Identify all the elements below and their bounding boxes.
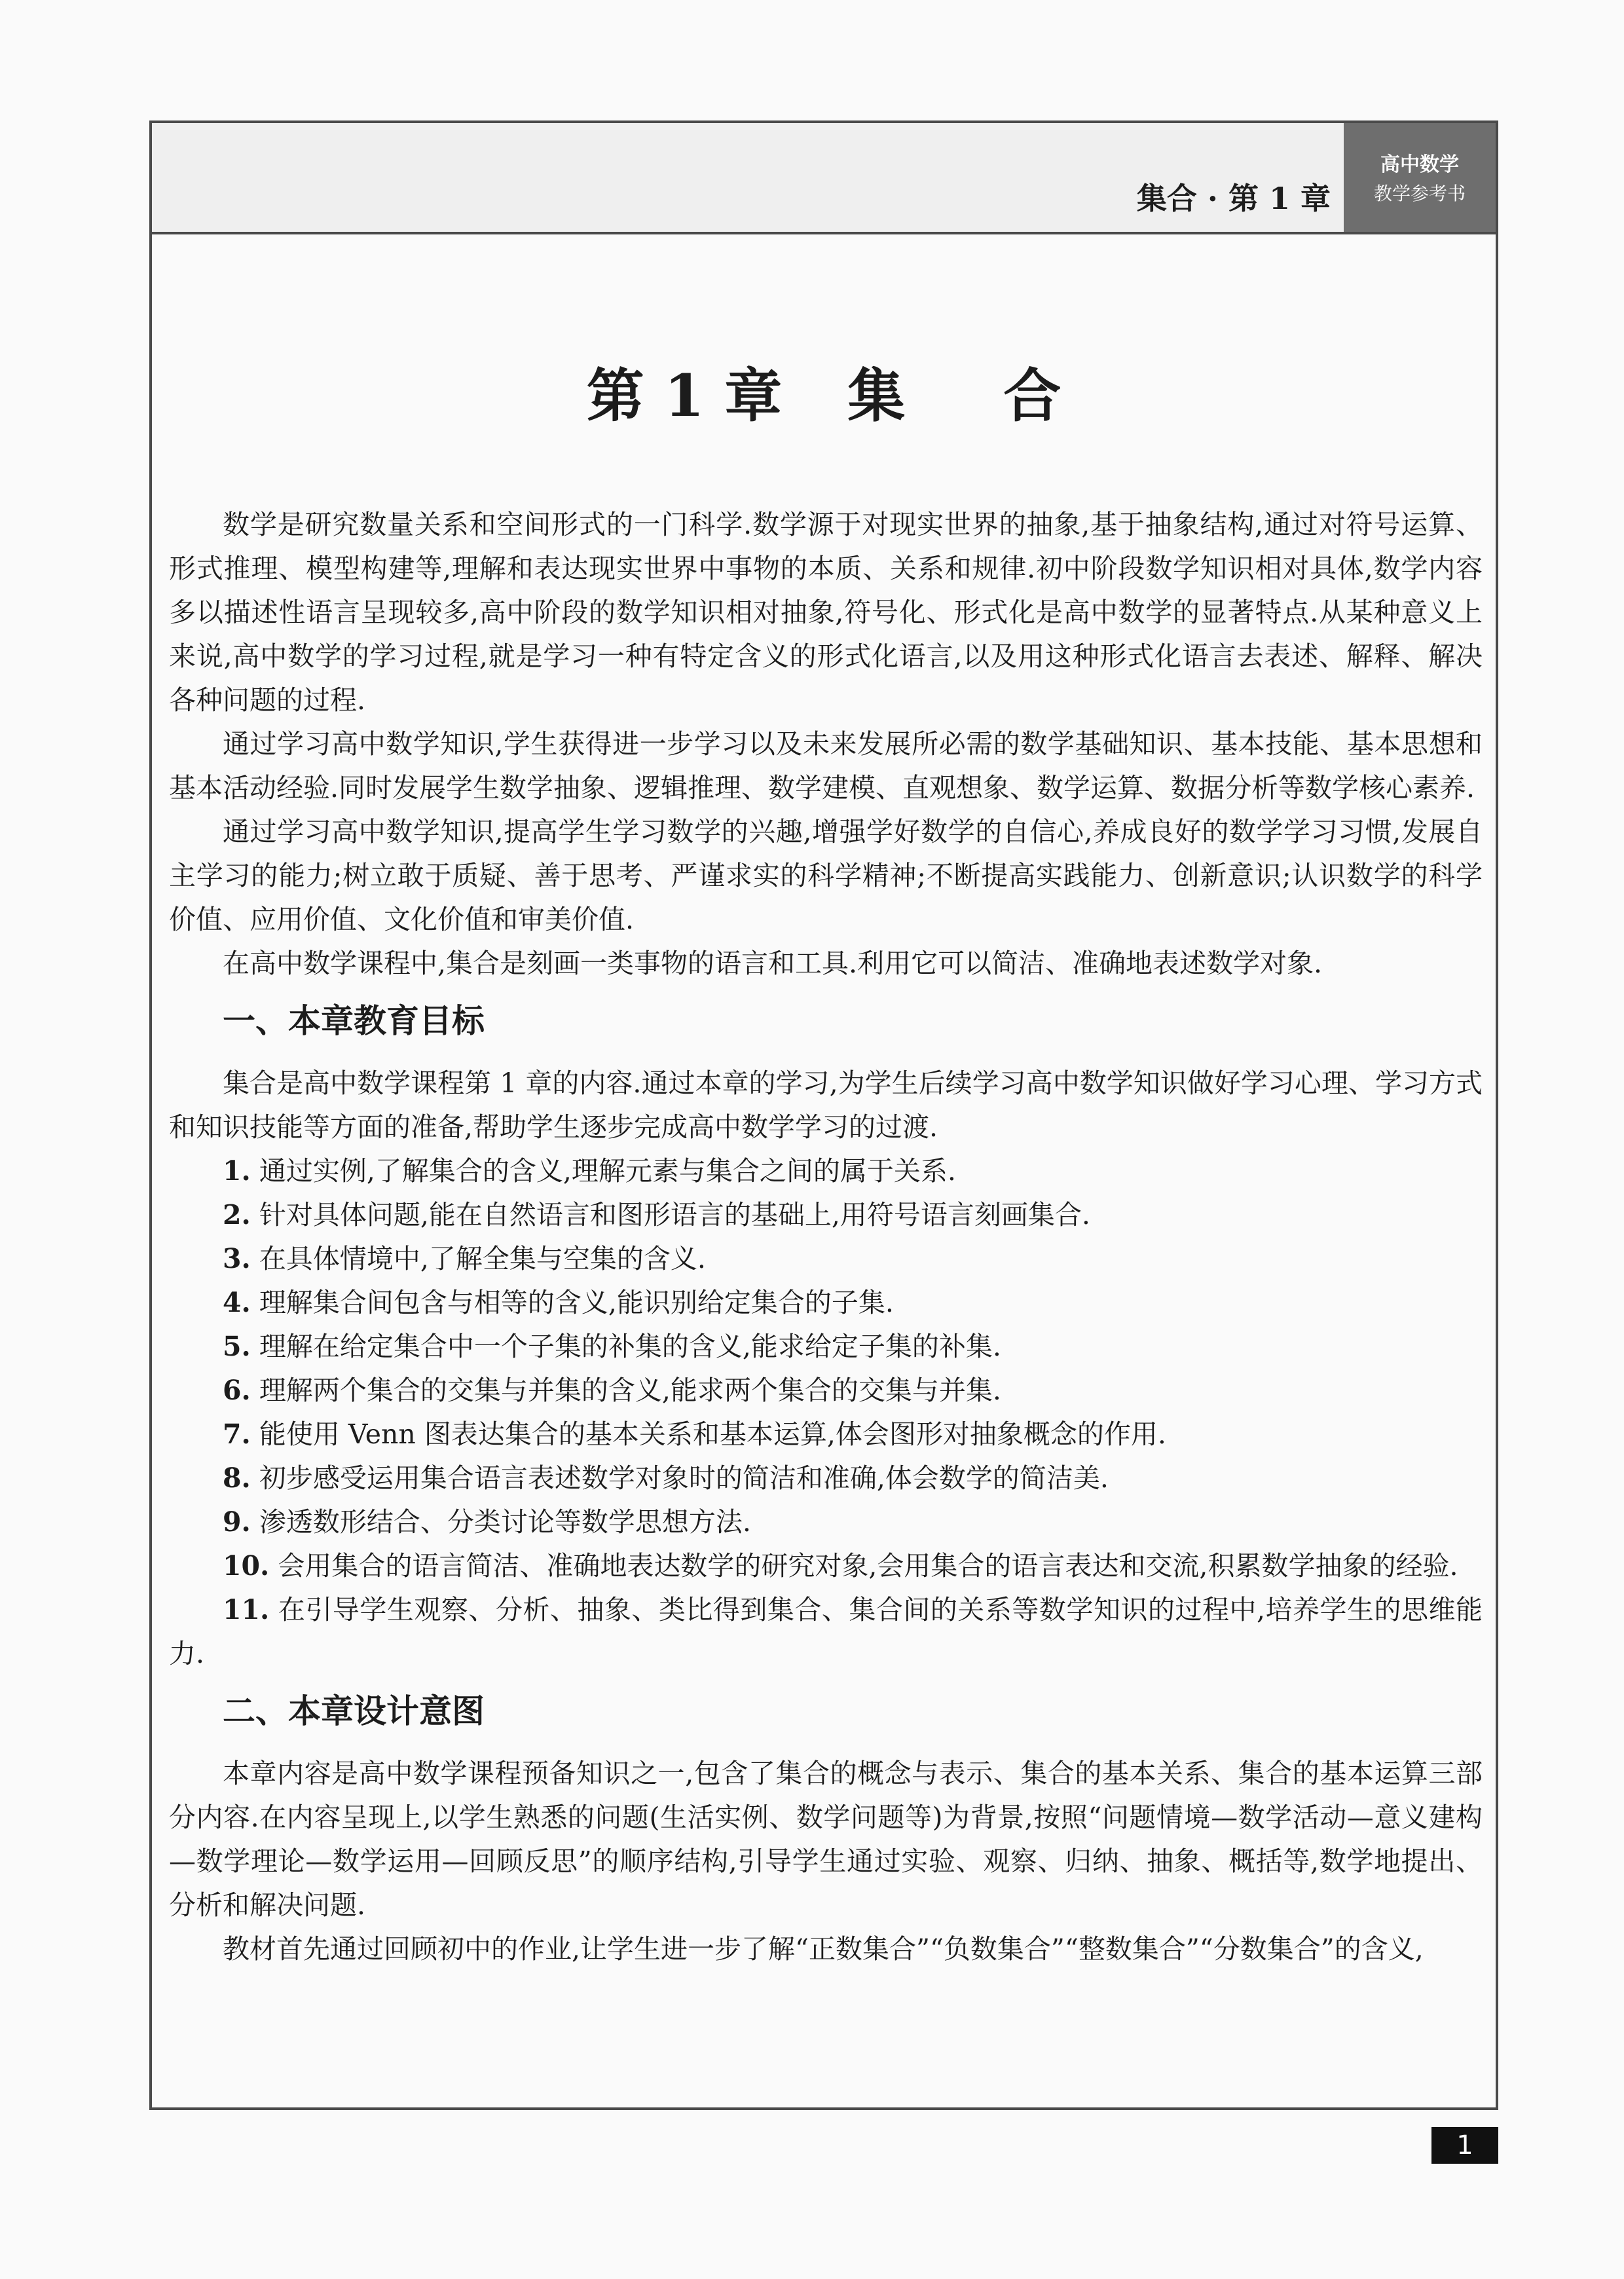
- badge-book-type: 教学参考书: [1373, 183, 1466, 204]
- goal-item: [169, 1369, 1483, 1413]
- page-number: 1: [1431, 2127, 1498, 2164]
- goal-item: [169, 1281, 1483, 1325]
- page-frame: [149, 120, 1498, 2110]
- goal-item-text: 初步感受运用集合语言表述数学对象时的简洁和准确,体会数学的简洁美.: [259, 1462, 1109, 1494]
- badge-subject: 高中数学: [1380, 153, 1459, 176]
- intro-paragraph-1: 数学是研究数量关系和空间形式的一门科学.数学源于对现实世界的抽象,基于抽象结构,通过对符号运算、形式推理、模型构建等,理解和表达现实世界中事物的本质、关系和规律.初中阶段数学知识相对具体,数学内容多以描述性语言呈现较多,高中阶段的数学知识相对抽象,符号化、形式化是高中数学的显著特点.从某种意义上来说,高中数学的学习过程,就是学习一种有特定含义的形式化语言,以及用这种形式化语言去表述、解释、解决各种问题的过程.: [169, 509, 1483, 716]
- goal-item-number: 5.: [223, 1331, 251, 1362]
- goal-item-number: 6.: [223, 1375, 251, 1406]
- book-badge: [1344, 123, 1496, 232]
- chapter-title-char-2: 合: [1003, 361, 1061, 430]
- goal-item-text: 在引导学生观察、分析、抽象、类比得到集合、集合间的关系等数学知识的过程中,培养学生的思维能力.: [169, 1594, 1483, 1669]
- intro-paragraph-2: 通过学习高中数学知识,学生获得进一步学习以及未来发展所必需的数学基础知识、基本技能、基本思想和基本活动经验.同时发展学生数学抽象、逻辑推理、数学建模、直观想象、数学运算、数据分析等数学核心素养.: [169, 728, 1483, 804]
- intro-paragraph-4: 在高中数学课程中,集合是刻画一类事物的语言和工具.利用它可以简洁、准确地表述数学对象.: [223, 948, 1323, 979]
- intro-paragraph-3: 通过学习高中数学知识,提高学生学习数学的兴趣,增强学好数学的自信心,养成良好的数学学习习惯,发展自主学习的能力;树立敢于质疑、善于思考、严谨求实的科学精神;不断提高实践能力、创新意识;认识数学的科学价值、应用价值、文化价值和审美价值.: [169, 816, 1483, 935]
- goal-item-text: 能使用 Venn 图表达集合的基本关系和基本运算,体会图形对抽象概念的作用.: [259, 1418, 1166, 1450]
- goal-item-number: 10.: [223, 1550, 270, 1582]
- goal-item-text: 理解集合间包含与相等的含义,能识别给定集合的子集.: [259, 1287, 894, 1318]
- design-paragraph-2: 教材首先通过回顾初中的作业,让学生进一步了解“正数集合”“负数集合”“整数集合”“分数集合”的含义,: [223, 1933, 1424, 1965]
- goal-item: [169, 1193, 1483, 1237]
- goal-item: [169, 1325, 1483, 1369]
- chapter-label: 第 1 章: [586, 361, 783, 430]
- running-title: 集合 · 第 1 章: [1136, 181, 1331, 216]
- goal-item-text: 通过实例,了解集合的含义,理解元素与集合之间的属于关系.: [259, 1155, 956, 1187]
- goal-item: [169, 1544, 1483, 1588]
- chapter-title-char-1: 集: [847, 361, 906, 430]
- goals-intro-paragraph: 集合是高中数学课程第 1 章的内容.通过本章的学习,为学生后续学习高中数学知识做好学习心理、学习方式和知识技能等方面的准备,帮助学生逐步完成高中数学学习的过渡.: [169, 1067, 1483, 1143]
- section-heading-design: 二、本章设计意图: [223, 1692, 485, 1730]
- goal-item-number: 2.: [223, 1199, 251, 1231]
- goal-item-text: 渗透数形结合、分类讨论等数学思想方法.: [259, 1506, 751, 1538]
- goal-item: [169, 1456, 1483, 1500]
- goal-item: [169, 1588, 1483, 1676]
- running-header: [152, 123, 1496, 234]
- goal-item: [169, 1413, 1483, 1456]
- chapter-title: [152, 361, 1496, 430]
- goal-item-text: 在具体情境中,了解全集与空集的含义.: [259, 1243, 706, 1274]
- goal-item: [169, 1149, 1483, 1193]
- goal-item-number: 7.: [223, 1418, 251, 1450]
- goal-item-number: 4.: [223, 1287, 251, 1318]
- goal-item-number: 11.: [223, 1594, 270, 1625]
- goal-item-number: 1.: [223, 1155, 251, 1187]
- section-heading-goals: 一、本章教育目标: [223, 1002, 485, 1040]
- goal-item-number: 8.: [223, 1462, 251, 1494]
- goal-item-text: 针对具体问题,能在自然语言和图形语言的基础上,用符号语言刻画集合.: [259, 1199, 1090, 1231]
- goal-item-number: 3.: [223, 1243, 251, 1274]
- goal-item-text: 理解在给定集合中一个子集的补集的含义,能求给定子集的补集.: [259, 1331, 1001, 1362]
- goal-item-text: 会用集合的语言简洁、准确地表达数学的研究对象,会用集合的语言表达和交流,积累数学抽象的经验.: [278, 1550, 1458, 1582]
- page-content: [169, 503, 1483, 1971]
- goal-item-text: 理解两个集合的交集与并集的含义,能求两个集合的交集与并集.: [259, 1375, 1001, 1406]
- goal-item: [169, 1500, 1483, 1544]
- goal-item-number: 9.: [223, 1506, 251, 1538]
- design-paragraph-1: 本章内容是高中数学课程预备知识之一,包含了集合的概念与表示、集合的基本关系、集合的基本运算三部分内容.在内容呈现上,以学生熟悉的问题(生活实例、数学问题等)为背景,按照“问题情境—数学活动—意义建构—数学理论—数学运用—回顾反思”的顺序结构,引导学生通过实验、观察、归纳、抽象、概括等,数学地提出、分析和解决问题.: [169, 1758, 1483, 1921]
- goal-item: [169, 1237, 1483, 1281]
